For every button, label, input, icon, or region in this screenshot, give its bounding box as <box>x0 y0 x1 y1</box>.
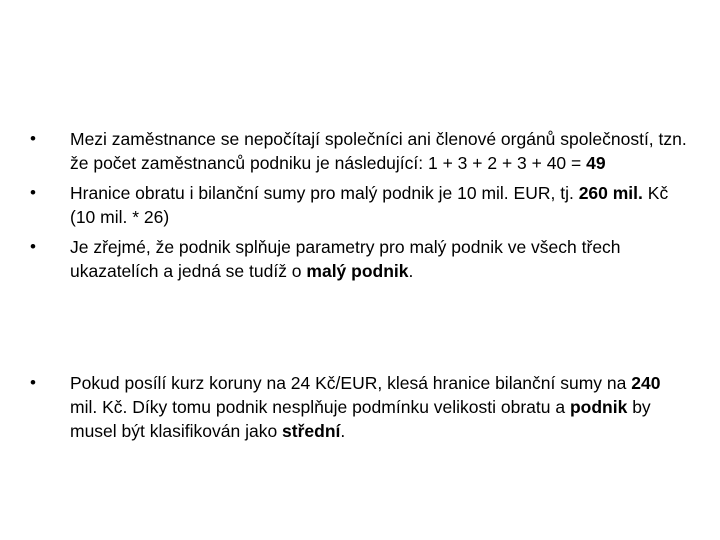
text-run-bold: 49 <box>586 153 606 173</box>
text-run-bold: střední <box>282 421 341 441</box>
bullet-marker: • <box>30 183 36 202</box>
bullet-text <box>70 373 660 441</box>
bullet-conclusion <box>30 235 690 283</box>
text-run: by musel být klasifikován jako <box>70 397 651 441</box>
text-run: . <box>408 261 414 281</box>
text-run: Hranice obratu i bilanční sumy pro malý podnik je 10 mil. EUR, tj. <box>70 183 579 203</box>
text-run-bold: podnik <box>569 397 628 417</box>
text-run: Kč (10 mil. * 26) <box>70 183 669 227</box>
bullet-list-bottom <box>30 371 690 449</box>
text-run: mil. Kč. Díky tomu podnik nesplňuje podmínku velikosti obratu a <box>70 397 570 417</box>
text-run: Mezi zaměstnance se nepočítají společníci ani členové orgánů společností, tzn. že počet zaměstnanců podniku je následující: 1 + 3 + 2 + 3 + 40 = <box>70 129 687 173</box>
text-run-bold: 260 mil. <box>578 183 643 203</box>
bullet-threshold <box>30 181 690 229</box>
text-run: . <box>340 421 346 441</box>
text-run-bold: 240 <box>631 373 661 393</box>
bullet-exchange-rate <box>30 371 690 443</box>
bullet-marker: • <box>30 373 36 392</box>
bullet-marker: • <box>30 129 36 148</box>
bullet-employees <box>30 127 690 175</box>
bullet-list-top <box>30 127 690 289</box>
bullet-text <box>70 129 687 173</box>
bullet-text <box>70 237 621 281</box>
text-run: Pokud posílí kurz koruny na 24 Kč/EUR, klesá hranice bilanční sumy na <box>70 373 632 393</box>
text-run-bold: malý podnik <box>306 261 409 281</box>
bullet-text <box>70 183 668 227</box>
text-run: Je zřejmé, že podnik splňuje parametry pro malý podnik ve všech třech ukazatelích a jedná se tudíž o <box>70 237 621 281</box>
bullet-marker: • <box>30 237 36 256</box>
